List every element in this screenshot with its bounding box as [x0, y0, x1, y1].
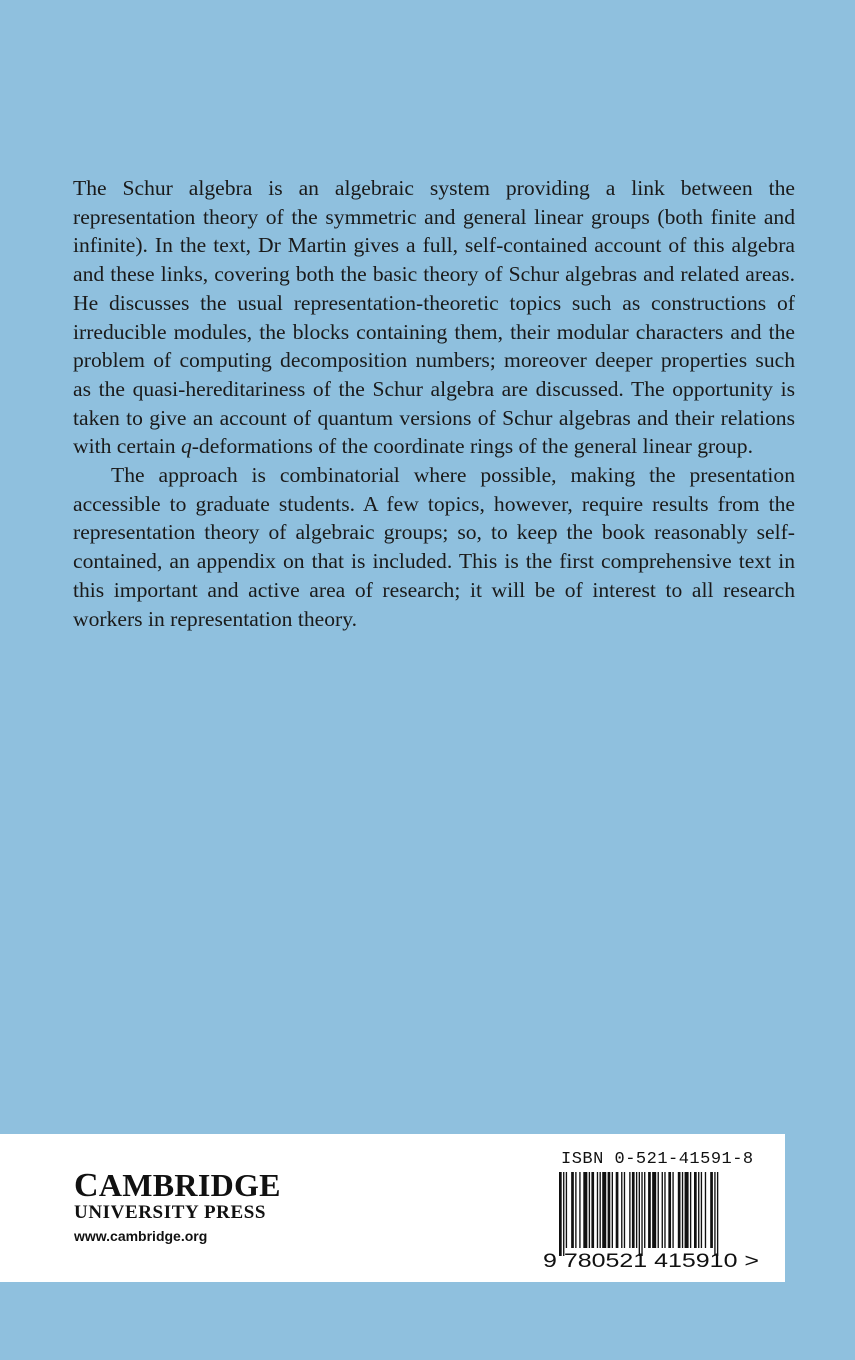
barcode-bar: [566, 1172, 567, 1248]
barcode-bar: [639, 1172, 640, 1256]
barcode-bar: [690, 1172, 691, 1248]
barcode-bar: [600, 1172, 601, 1248]
q-variable: q: [180, 434, 192, 459]
barcode-bar: [612, 1172, 613, 1248]
barcode-bar: [636, 1172, 637, 1248]
isbn-label: ISBN 0-521-41591-8: [561, 1150, 754, 1169]
barcode-digits: 9 780521 415910 >: [543, 1251, 759, 1272]
barcode-bar: [597, 1172, 598, 1248]
publisher-subtitle: UNIVERSITY PRESS: [74, 1202, 267, 1223]
barcode-bar: [710, 1172, 713, 1248]
barcode-bar: [694, 1172, 697, 1248]
barcode-bar: [705, 1172, 706, 1248]
barcode-bar: [632, 1172, 635, 1248]
barcode-bar: [579, 1172, 580, 1248]
barcode-bar: [591, 1172, 594, 1248]
barcode-bar: [701, 1172, 702, 1248]
barcode-bar: [559, 1172, 562, 1256]
publisher-band: [0, 1134, 785, 1282]
barcode-bar: [583, 1172, 587, 1248]
barcode-bar: [641, 1172, 642, 1256]
barcode: [541, 1172, 763, 1272]
barcode-bar: [678, 1172, 681, 1248]
barcode-bar: [621, 1172, 622, 1248]
barcode-bar: [629, 1172, 630, 1248]
publisher-url: www.cambridge.org: [74, 1228, 208, 1244]
barcode-bar: [602, 1172, 606, 1248]
barcode-bar: [616, 1172, 619, 1248]
barcode-bar: [608, 1172, 611, 1248]
barcode-bar: [668, 1172, 671, 1248]
barcode-bar: [685, 1172, 689, 1248]
barcode-bar: [717, 1172, 718, 1256]
barcode-bar: [563, 1172, 564, 1256]
publisher-logo: [74, 1167, 281, 1245]
blurb-paragraph-2: The approach is combinatorial where possible, making the presentation accessible to graduate students. A few topics, however, require results from the representation theory of algebraic groups; so, to keep the book reasonably self-contained, an appendix on that is included. This is the first comprehensive text in this important and active area of research; it will be of interest to all research workers in representation theory.: [73, 463, 795, 631]
barcode-bar: [575, 1172, 576, 1248]
barcode-bar: [652, 1172, 656, 1248]
barcode-bar: [571, 1172, 574, 1248]
barcode-bar: [714, 1172, 715, 1256]
barcode-bar: [624, 1172, 625, 1248]
barcode-bar: [658, 1172, 659, 1248]
publisher-name: CAMBRIDGE: [74, 1167, 281, 1204]
barcode-bar: [682, 1172, 683, 1248]
barcode-bar: [664, 1172, 665, 1248]
barcode-bar: [672, 1172, 673, 1248]
barcode-bar: [698, 1172, 699, 1248]
barcode-bar: [589, 1172, 590, 1248]
barcode-bar: [644, 1172, 645, 1248]
blurb-paragraph-1: [73, 174, 795, 461]
blurb-paragraph-1-text: The Schur algebra is an algebraic system providing a link between the representation theory of the symmetric and general linear groups (both finite and infinite). In the text, Dr Martin gives a full, self-contained account of this algebra and these links, covering both the basic theory of Schur algebras and related areas. He discusses the usual representation-theoretic topics such as constructions of irreducible modules, the blocks containing them, their modular characters and the problem of computing decomposition numbers; moreover deeper properties such as the quasi-hereditariness of the Schur algebra are discussed. The opportunity is taken to give an account of quantum versions of Schur algebras and their relations with certain: [73, 176, 795, 459]
back-cover-blurb: [73, 174, 795, 633]
barcode-bar: [648, 1172, 651, 1248]
barcode-bar: [662, 1172, 663, 1248]
blurb-paragraph-1-end: -deformations of the coordinate rings of the general linear group.: [191, 434, 753, 459]
